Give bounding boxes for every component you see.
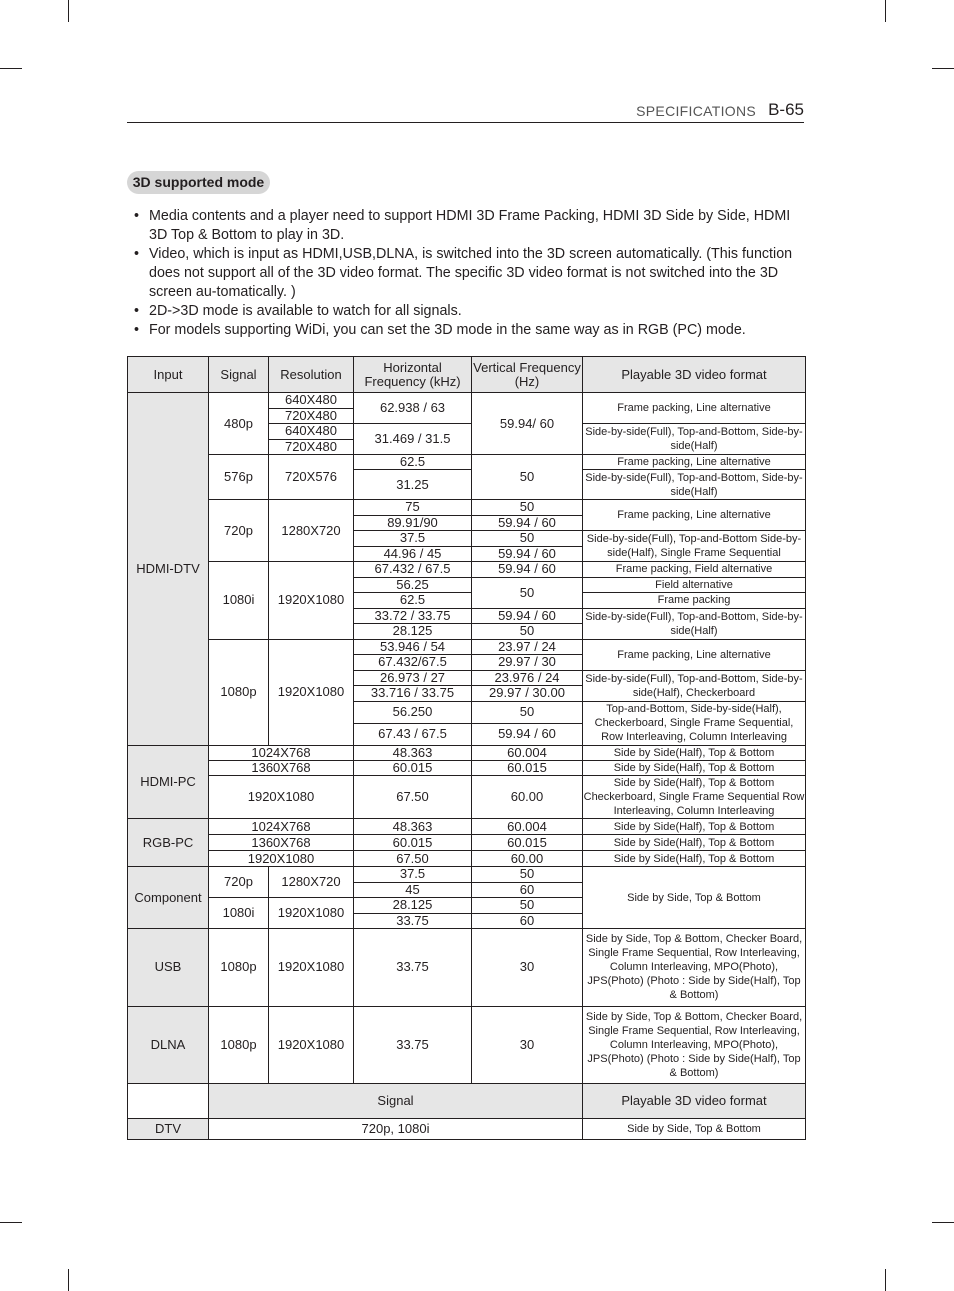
table-cell: Side by Side(Half), Top & Bottom Checkerboard, Single Frame Sequential Row Interleaving, Column Interleaving	[583, 776, 805, 817]
bullet-item: • For models supporting WiDi, you can set the 3D mode in the same way as in RGB (PC) mode.	[134, 322, 746, 338]
table-cell: Frame packing, Field alternative	[583, 562, 806, 578]
table-cell: 50	[472, 500, 583, 516]
table-cell: Frame packing, Line alternative	[583, 393, 806, 424]
table-cell: Side by Side, Top & Bottom, Checker Board, Single Frame Sequential, Row Interleaving, Column Interleaving, MPO(Photo), JPS(Photo) (Photo : Side by Side(Half), Top & Bottom)	[583, 1006, 806, 1084]
table-cell: 33.75	[354, 929, 472, 1007]
table-cell: RGB-PC	[128, 819, 209, 867]
table-cell: 60.015	[354, 835, 472, 851]
table-cell: 29.97 / 30.00	[472, 686, 583, 702]
header-input: Input	[128, 357, 209, 393]
table-cell: 1920X1080	[269, 562, 354, 640]
dtv-section	[128, 1084, 806, 1140]
dtv-header-signal: Signal	[209, 1084, 583, 1119]
table-cell: 576p	[209, 455, 269, 500]
table-row	[128, 1006, 806, 1022]
bullet-text: 2D->3D mode is available to watch for all signals.	[149, 303, 462, 319]
table-cell: Top-and-Bottom, Side-by-side(Half), Checkerboard, Single Frame Sequential, Row Interleaving, Column Interleaving	[583, 701, 806, 745]
table-cell: 48.363	[354, 819, 472, 835]
table-cell: 720p	[209, 500, 269, 562]
table-cell: Frame packing, Line alternative	[583, 455, 806, 470]
table-header-row	[128, 357, 806, 393]
table-cell: 45	[354, 882, 472, 898]
crop-mark	[885, 0, 886, 22]
table-cell: 720X480	[269, 439, 354, 455]
table-row	[128, 775, 806, 790]
table-cell: Frame packing, Line alternative	[583, 500, 806, 531]
table-cell: 67.50	[354, 851, 472, 867]
table-cell: 1080p	[209, 929, 269, 1007]
table-cell: 62.5	[354, 593, 472, 609]
table-row	[128, 745, 806, 760]
table-cell: 640X480	[269, 424, 354, 440]
header-signal: Signal	[209, 357, 269, 393]
table-row	[128, 835, 806, 851]
dtv-header-format: Playable 3D video format	[583, 1084, 806, 1119]
table-cell: Side-by-side(Full), Top-and-Bottom, Side-by-side(Half)	[583, 470, 806, 500]
table-row	[128, 393, 806, 409]
table-cell: 60.004	[472, 745, 583, 760]
table-cell: 28.125	[354, 898, 472, 914]
table-cell: Field alternative	[583, 577, 806, 593]
table-cell: Component	[128, 867, 209, 929]
table-cell: Side by Side, Top & Bottom	[583, 867, 806, 929]
table-cell: Frame packing	[583, 593, 806, 609]
table-cell: 50	[472, 577, 583, 608]
crop-mark	[0, 68, 22, 69]
table-cell: 50	[472, 455, 583, 500]
crop-mark	[0, 1222, 22, 1223]
table-cell: 60	[472, 913, 583, 929]
table-cell: 59.94/ 60	[472, 393, 583, 455]
table-cell: 67.432/67.5	[354, 655, 472, 671]
table-cell: 1080i	[209, 562, 269, 640]
crop-mark	[885, 1269, 886, 1291]
table-cell: 31.469 / 31.5	[354, 424, 472, 455]
dtv-signal: 720p, 1080i	[209, 1119, 583, 1140]
table-cell: 1024X768	[209, 745, 354, 760]
table-cell: USB	[128, 929, 209, 1007]
table-row	[128, 760, 806, 775]
table-cell: Side by Side, Top & Bottom, Checker Board, Single Frame Sequential, Row Interleaving, Column Interleaving, MPO(Photo), JPS(Photo) (Photo : Side by Side(Half), Top & Bottom)	[583, 929, 806, 1007]
table-cell: 640X480	[269, 393, 354, 409]
table-cell: 720p	[209, 867, 269, 898]
dtv-format: Side by Side, Top & Bottom	[583, 1119, 806, 1140]
table-cell: DLNA	[128, 1006, 209, 1084]
table-cell: 31.25	[354, 470, 472, 500]
table-cell: 1080i	[209, 898, 269, 929]
table-cell: 60.015	[354, 760, 472, 775]
table-row	[128, 500, 806, 516]
table-cell: 29.97 / 30	[472, 655, 583, 671]
table-cell: 50	[472, 531, 583, 547]
table-cell: 50	[472, 701, 583, 723]
table-cell: Side by Side(Half), Top & Bottom	[583, 835, 806, 851]
table-cell: HDMI-DTV	[128, 393, 209, 746]
table-cell: 1360X768	[209, 760, 354, 775]
bullet-text: Video, which is input as HDMI,USB,DLNA, is switched into the 3D screen automatically. (This function does not support all of the 3D video format. The specific 3D video format is not switched into the 3D screen au-tomatically. )	[149, 246, 793, 300]
table-cell: 44.96 / 45	[354, 546, 472, 562]
table-row	[128, 819, 806, 835]
table-cell: 30	[472, 1006, 583, 1084]
table-cell: 59.94 / 60	[472, 608, 583, 624]
table-cell: 1920X1080	[269, 898, 354, 929]
table-cell: HDMI-PC	[128, 745, 209, 819]
table-cell: 53.946 / 54	[354, 639, 472, 655]
table-cell: 720X576	[269, 455, 354, 500]
crop-mark	[68, 0, 69, 22]
dtv-row	[128, 1119, 806, 1140]
table-cell: Frame packing, Line alternative	[583, 639, 806, 670]
table-cell: 33.716 / 33.75	[354, 686, 472, 702]
bullet-item: • 2D->3D mode is available to watch for all signals.	[134, 303, 462, 319]
table-cell: Side-by-side(Full), Top-and-Bottom Side-by-side(Half), Single Frame Sequential	[583, 531, 806, 562]
table-cell: 23.97 / 24	[472, 639, 583, 655]
table-cell: 23.976 / 24	[472, 670, 583, 686]
table-cell: 720X480	[269, 408, 354, 424]
table-cell: 60.015	[472, 760, 583, 775]
table-cell: 1920X1080	[269, 639, 354, 745]
table-cell: 1280X720	[269, 500, 354, 562]
table-cell: 67.50	[354, 775, 472, 819]
table-body	[128, 357, 806, 1084]
table-cell: 30	[472, 929, 583, 1007]
table-cell: Side by Side(Half), Top & Bottom	[583, 851, 806, 867]
table-row	[128, 639, 806, 655]
table-cell: Side by Side(Half), Top & Bottom	[583, 760, 806, 775]
table-cell: 33.72 / 33.75	[354, 608, 472, 624]
table-row	[128, 851, 806, 867]
table-cell: 50	[472, 624, 583, 640]
3d-mode-table	[127, 356, 806, 1140]
header-vertical-frequency: Vertical Frequency (Hz)	[472, 357, 583, 393]
table-cell: 75	[354, 500, 472, 516]
page-number: B-65	[768, 100, 804, 119]
table-cell: 26.973 / 27	[354, 670, 472, 686]
table-cell: 59.94 / 60	[472, 546, 583, 562]
section-title: 3D supported mode	[127, 171, 270, 194]
table-cell: 1920X1080	[209, 775, 354, 819]
table-cell: 59.94 / 60	[472, 723, 583, 745]
table-cell: 59.94 / 60	[472, 562, 583, 578]
crop-mark	[932, 68, 954, 69]
table-row	[128, 455, 806, 470]
table-cell: 67.432 / 67.5	[354, 562, 472, 578]
bullet-text: Media contents and a player need to support HDMI 3D Frame Packing, HDMI 3D Side by Side, HDMI 3D Top & Bottom to play in 3D.	[149, 208, 791, 243]
header-playable-format: Playable 3D video format	[583, 357, 806, 393]
dtv-header-row	[128, 1084, 806, 1119]
header-resolution: Resolution	[269, 357, 354, 393]
table-row	[128, 929, 806, 945]
table-cell: Side-by-side(Full), Top-and-Bottom, Side-by-side(Half), Checkerboard	[583, 670, 806, 701]
table-cell: 60.00	[472, 775, 583, 819]
table-cell: Side by Side(Half), Top & Bottom	[583, 745, 806, 760]
table-cell: 1024X768	[209, 819, 354, 835]
table-cell: 60.015	[472, 835, 583, 851]
table-cell: 480p	[209, 393, 269, 455]
bullet-list	[134, 207, 806, 340]
table-cell: 28.125	[354, 624, 472, 640]
bullet-item: • Video, which is input as HDMI,USB,DLNA, is switched into the 3D screen automatically. (This function does not support all of the 3D video format. The specific 3D video format is not switched into the 3D screen au-tomatically. )	[134, 246, 793, 300]
bullet-text: For models supporting WiDi, you can set the 3D mode in the same way as in RGB (PC) mode.	[149, 322, 746, 338]
crop-mark	[932, 1222, 954, 1223]
table-cell: Side-by-side(Full), Top-and-Bottom, Side-by-side(Half)	[583, 608, 806, 639]
table-cell: 60.004	[472, 819, 583, 835]
table-cell: 50	[472, 867, 583, 883]
table-cell: 1080p	[209, 639, 269, 745]
table-cell: 1360X768	[209, 835, 354, 851]
table-cell: 48.363	[354, 745, 472, 760]
table-cell: 59.94 / 60	[472, 515, 583, 531]
dtv-input: DTV	[128, 1119, 209, 1140]
table-cell: 37.5	[354, 867, 472, 883]
table-row	[128, 562, 806, 578]
bullet-item: • Media contents and a player need to support HDMI 3D Frame Packing, HDMI 3D Side by Side, HDMI 3D Top & Bottom to play in 3D.	[134, 208, 791, 243]
table-cell: 1920X1080	[269, 1006, 354, 1084]
page-header	[127, 100, 804, 123]
table-cell: Side-by-side(Full), Top-and-Bottom, Side-by-side(Half)	[583, 424, 806, 455]
table-cell: 60.00	[472, 851, 583, 867]
table-cell: 1920X1080	[209, 851, 354, 867]
table-cell: 67.43 / 67.5	[354, 723, 472, 745]
table-cell: 56.25	[354, 577, 472, 593]
header-horizontal-frequency: Horizontal Frequency (kHz)	[354, 357, 472, 393]
crop-mark	[68, 1269, 69, 1291]
table-cell: 89.91/90	[354, 515, 472, 531]
table-cell: 50	[472, 898, 583, 914]
table-row	[128, 867, 806, 883]
table-cell: 33.75	[354, 1006, 472, 1084]
table-cell: Side by Side(Half), Top & Bottom	[583, 819, 806, 835]
table-cell: 37.5	[354, 531, 472, 547]
table-cell: 62.938 / 63	[354, 393, 472, 424]
table-cell: 62.5	[354, 455, 472, 470]
table-cell: 1280X720	[269, 867, 354, 898]
table-cell: 1080p	[209, 1006, 269, 1084]
table-cell: 60	[472, 882, 583, 898]
table-cell: 56.250	[354, 701, 472, 723]
table-cell: 33.75	[354, 913, 472, 929]
section-name: SPECIFICATIONS	[636, 103, 756, 119]
blank-cell	[128, 1084, 209, 1119]
table-cell: 1920X1080	[269, 929, 354, 1007]
